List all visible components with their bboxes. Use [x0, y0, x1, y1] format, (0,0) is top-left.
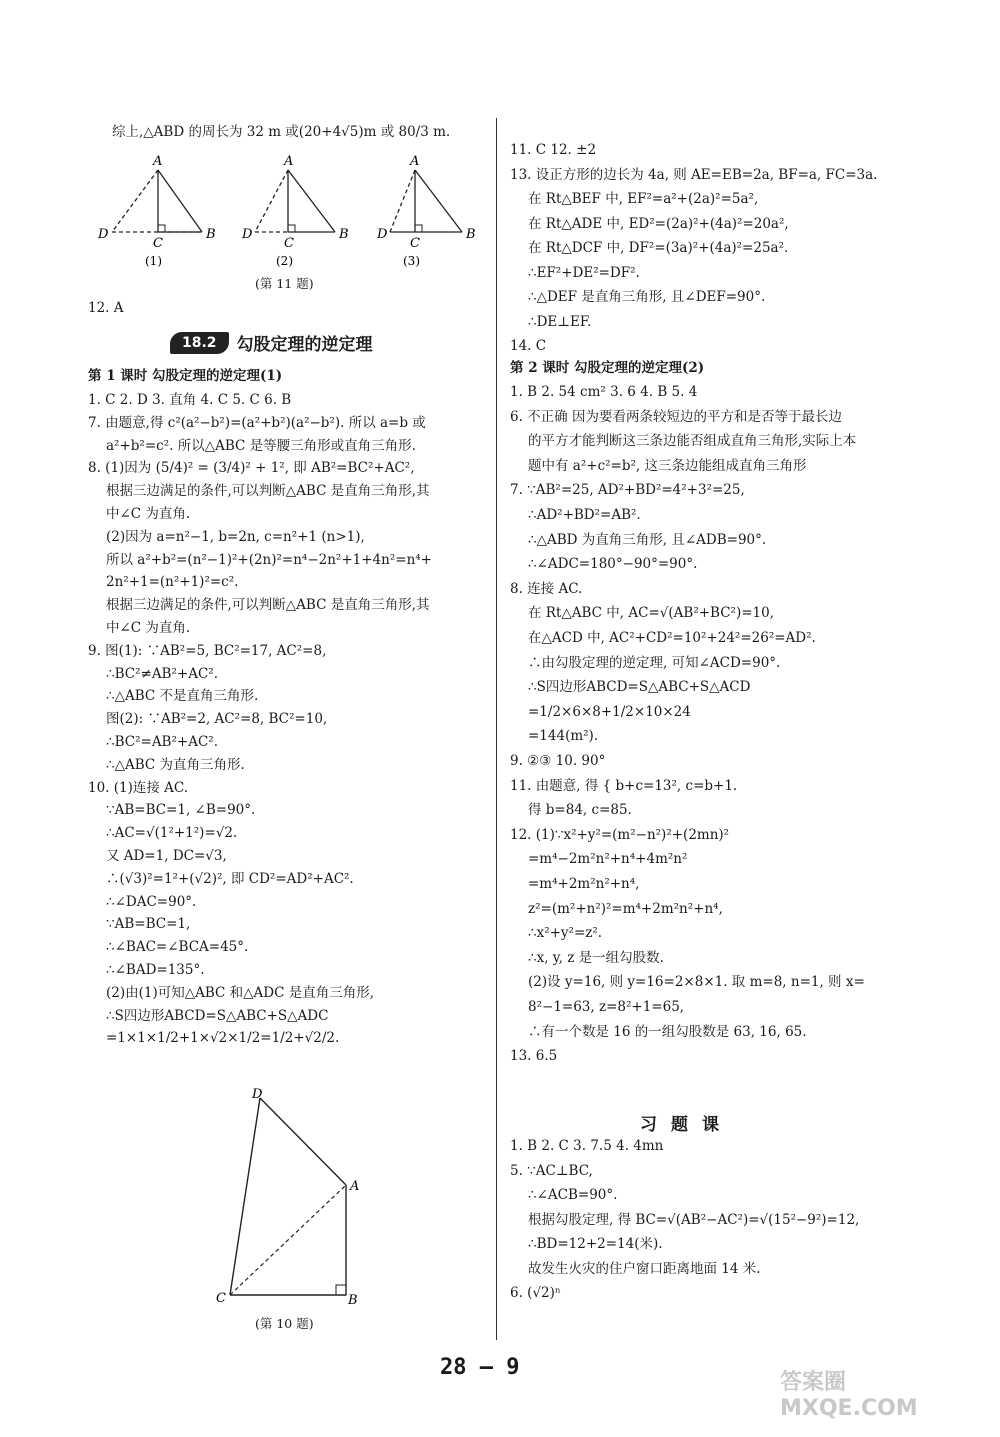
answer-line: 在 Rt△ABC 中, AC=√(AB²+BC²)=10, — [528, 605, 774, 622]
watermark-text-1: 答案圈 — [780, 1370, 847, 1395]
fig10-label-a: A — [350, 1179, 360, 1194]
answer-line: 7. 由题意,得 c²(a²−b²)=(a²+b²)(a²−b²). 所以 a=b 或 — [88, 414, 426, 431]
answer-line: (2)由(1)可知△ABC 和△ADC 是直角三角形, — [106, 984, 375, 1001]
fig11-2-label-c: C — [284, 236, 294, 251]
answer-line: 根据三边满足的条件,可以判断△ABC 是直角三角形,其 — [106, 597, 430, 614]
answer-line: ∴x²+y²=z². — [528, 925, 603, 942]
answer-line: 9. 图(1): ∵AB²=5, BC²=17, AC²=8, — [88, 642, 327, 659]
answer-line: ∴有一个数是 16 的一组勾股数是 63, 16, 65. — [528, 1023, 807, 1040]
answer-line: 题中有 a²+c²=b², 这三条边能组成直角三角形 — [528, 457, 807, 474]
answer-line: ∴△ABC 不是直角三角形. — [106, 688, 259, 705]
answer-line: 2n²+1=(n²+1)²=c². — [106, 574, 239, 591]
answer-line: ∴BD=12+2=14(米). — [528, 1236, 663, 1252]
answer-line: ∴BC²≠AB²+AC². — [106, 665, 218, 682]
answer-line: ∵AB=BC=1, ∠B=90°. — [106, 802, 256, 819]
watermark-logo — [780, 1370, 918, 1422]
section-title: 勾股定理的逆定理 — [236, 335, 373, 355]
answer-line: =1/2×6×8+1/2×10×24 — [528, 703, 691, 720]
answer-line: 11. 由题意, 得 { b+c=13², c=b+1. — [510, 777, 738, 794]
answer-line: 1. B 2. C 3. 7.5 4. 4mn — [510, 1138, 664, 1154]
fig11-subcaption-2: (2) — [276, 254, 293, 268]
fig11-1-label-b: B — [206, 227, 216, 242]
fig11-2-label-b: B — [339, 227, 349, 242]
answer-line: ∴△ABC 为直角三角形. — [106, 756, 245, 773]
answer-line: 12. (1)∵x²+y²=(m²−n²)²+(2mn)² — [510, 826, 730, 843]
answer-line: 6. 不正确 因为要看两条较短边的平方和是否等于最长边 — [510, 408, 842, 425]
lesson2-title: 第 2 课时 勾股定理的逆定理(2) — [510, 360, 705, 376]
answer-line: ∴∠BAC=∠BCA=45°. — [106, 939, 249, 956]
answer-line: =1×1×1/2+1×√2×1/2=1/2+√2/2. — [106, 1030, 340, 1047]
answer-line: 中∠C 为直角. — [106, 506, 191, 522]
fig11-caption: (第 11 题) — [255, 276, 314, 291]
answer-line: 6. (√2)ⁿ — [510, 1285, 561, 1301]
answer-line: ∴S四边形ABCD=S△ABC+S△ADC — [106, 1007, 329, 1024]
fig11-1-label-d: D — [98, 227, 109, 242]
fig11-triangle-2 — [241, 154, 349, 268]
answer-line: ∴S四边形ABCD=S△ABC+S△ACD — [528, 679, 751, 696]
answer-line: ∴EF²+DE²=DF². — [528, 264, 640, 281]
answer-line: ∴∠ADC=180°−90°=90°. — [528, 556, 698, 573]
answer-line: ∴AD²+BD²=AB². — [528, 507, 641, 523]
answer-line: 又 AD=1, DC=√3, — [106, 848, 227, 864]
answer-line: ∴x, y, z 是一组勾股数. — [528, 949, 664, 966]
answer-line: ∴∠ACB=90°. — [528, 1187, 618, 1203]
answer-line: 1. C 2. D 3. 直角 4. C 5. C 6. B — [88, 392, 292, 408]
fig10-caption: (第 10 题) — [255, 1316, 314, 1331]
fig11-subcaption-3: (3) — [403, 254, 420, 268]
answer-line: 13. 6.5 — [510, 1048, 558, 1065]
answer-line: 在 Rt△ADE 中, ED²=(2a)²+(4a)²=20a², — [528, 215, 789, 232]
answer-line: ∴∠DAC=90°. — [106, 893, 197, 910]
answer-line: 1. B 2. 54 cm² 3. 6 4. B 5. 4 — [510, 384, 698, 400]
lesson1-title: 第 1 课时 勾股定理的逆定理(1) — [88, 368, 283, 384]
answer-line: z²=(m²+n²)²=m⁴+2m²n²+n⁴, — [528, 900, 723, 917]
answer-line: =m⁴+2m²n²+n⁴, — [528, 876, 640, 892]
fig11-triangle-3 — [376, 154, 476, 268]
column-divider — [496, 118, 497, 1340]
fig11-3-label-a: A — [410, 154, 420, 169]
q11-conclusion: 综上,△ABD 的周长为 32 m 或(20+4√5)m 或 80/3 m. — [112, 124, 451, 140]
answer-line: 14. C — [510, 338, 547, 354]
fig11-triangle-1 — [97, 154, 216, 268]
answer-line: 在 Rt△DCF 中, DF²=(3a)²+(4a)²=25a². — [528, 240, 789, 256]
answer-line: 8²−1=63, z=8²+1=65, — [528, 999, 685, 1015]
answer-line: 8. (1)因为 (5/4)² = (3/4)² + 1², 即 AB²=BC²+AC², — [88, 460, 415, 477]
answer-line: 10. (1)连接 AC. — [88, 779, 189, 796]
answer-line: (2)设 y=16, 则 y=16=2×8×1. 取 m=8, n=1, 则 x= — [528, 974, 865, 991]
answer-line: ∴∠BAD=135°. — [106, 962, 205, 978]
answer-line: 根据勾股定理, 得 BC=√(AB²−AC²)=√(15²−9²)=12, — [528, 1211, 860, 1228]
answer-line: =m⁴−2m²n²+n⁴+4m²n² — [528, 851, 688, 868]
answer-line: 11. C 12. ±2 — [510, 142, 597, 158]
answer-line: ∴△DEF 是直角三角形, 且∠DEF=90°. — [528, 289, 766, 305]
figure-10 — [200, 1080, 370, 1315]
answer-line: 13. 设正方形的边长为 4a, 则 AE=EB=2a, BF=a, FC=3a. — [510, 166, 878, 183]
answer-line: 中∠C 为直角. — [106, 620, 191, 636]
fig11-2-label-d: D — [242, 227, 253, 242]
answer-line: 7. ∵AB²=25, AD²+BD²=4²+3²=25, — [510, 482, 745, 499]
answer-line: ∵AB=BC=1, — [106, 916, 191, 933]
fig11-2-label-a: A — [284, 154, 294, 169]
fig10-label-d: D — [252, 1087, 263, 1102]
exercise-section-title: 习题课 — [640, 1115, 733, 1135]
fig10-label-c: C — [216, 1291, 226, 1306]
answer-line: 在 Rt△BEF 中, EF²=a²+(2a)²=5a², — [528, 191, 759, 207]
answer-line: 的平方才能判断这三条边能否组成直角三角形,实际上本 — [528, 433, 857, 450]
answer-line: =144(m²). — [528, 728, 599, 745]
answer-line: 5. ∵AC⊥BC, — [510, 1162, 593, 1179]
answer-line: ∴AC=√(1²+1²)=√2. — [106, 825, 238, 842]
answer-line: ∴(√3)²=1²+(√2)², 即 CD²=AD²+AC². — [106, 870, 354, 887]
fig11-3-label-c: C — [410, 236, 420, 251]
answer-line: 8. 连接 AC. — [510, 580, 583, 597]
answer-line: 故发生火灾的住户窗口距离地面 14 米. — [528, 1260, 761, 1277]
watermark-text-2: MXQE.COM — [780, 1396, 918, 1421]
answer-line: 得 b=84, c=85. — [528, 802, 632, 819]
fig11-3-label-d: D — [377, 227, 388, 242]
answer-line: 在△ACD 中, AC²+CD²=10²+24²=26²=AD². — [528, 630, 816, 646]
page-number: 28 — 9 — [440, 1355, 520, 1380]
fig11-subcaption-1: (1) — [145, 254, 162, 268]
answer-line: ∴BC²=AB²+AC². — [106, 734, 218, 750]
fig11-1-label-c: C — [153, 236, 163, 251]
answer-line: 根据三边满足的条件,可以判断△ABC 是直角三角形,其 — [106, 483, 430, 500]
fig10-label-b: B — [348, 1293, 358, 1308]
fig11-1-label-a: A — [153, 154, 163, 169]
section-number: 18.2 — [170, 332, 229, 354]
fig11-3-label-b: B — [466, 227, 476, 242]
answer-line: ∴△ABD 为直角三角形, 且∠ADB=90°. — [528, 531, 767, 548]
answer-line: (2)因为 a=n²−1, b=2n, c=n²+1 (n>1), — [106, 528, 365, 545]
answer-line: 所以 a²+b²=(n²−1)²+(2n)²=n⁴−2n²+1+4n²=n⁴+ — [106, 551, 432, 568]
answer-line: 图(2): ∵AB²=2, AC²=8, BC²=10, — [106, 711, 328, 728]
q12-answer: 12. A — [88, 300, 124, 316]
answer-line: a²+b²=c². 所以△ABC 是等腰三角形或直角三角形. — [106, 437, 416, 454]
answer-line: ∴DE⊥EF. — [528, 313, 592, 330]
section-heading — [170, 330, 373, 355]
answer-line: ∴由勾股定理的逆定理, 可知∠ACD=90°. — [528, 654, 781, 671]
answer-line: 9. ②③ 10. 90° — [510, 753, 606, 769]
